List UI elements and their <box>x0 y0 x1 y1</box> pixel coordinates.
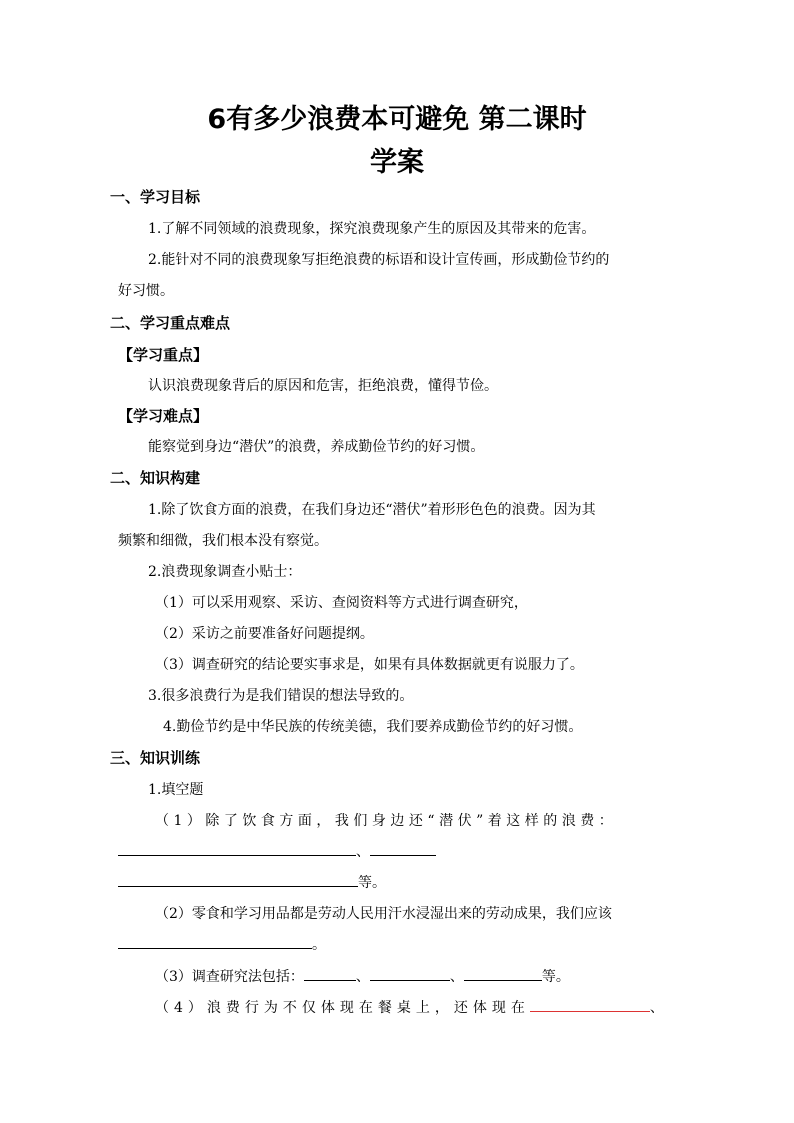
title-line-2: 学案 <box>370 147 424 178</box>
knowledge-item-1-line-b: 频繁和细微，我们根本没有察觉。 <box>118 533 328 549</box>
question-2-blank-line <box>118 934 326 954</box>
answer-blank[interactable] <box>370 841 436 856</box>
blank-separator: 、 <box>356 844 370 860</box>
blank-end: 等。 <box>358 875 386 891</box>
key-points-heading: 二、学习重点难点 <box>110 314 231 332</box>
question-1-text: （1）除了饮食方面，我们身边还“潜伏”着这样的浪费： <box>155 813 618 829</box>
question-title: 1.填空题 <box>148 782 204 798</box>
knowledge-item-4: 4.勤俭节约是中华民族的传统美德，我们要养成勤俭节约的好习惯。 <box>163 719 583 735</box>
knowledge-item-2-3: （3）调查研究的结论要实事求是，如果有具体数据就更有说服力了。 <box>155 657 584 673</box>
question-4-text: （4）浪费行为不仅体现在餐桌上，还体现在 <box>155 1000 530 1016</box>
question-2-text: （2）零食和学习用品都是劳动人民用汗水浸湿出来的劳动成果，我们应该 <box>155 906 612 922</box>
objective-item-2-line-a: 2.能针对不同的浪费现象写拒绝浪费的标语和设计宣传画，形成勤俭节约的 <box>148 252 610 268</box>
answer-blank[interactable] <box>370 966 450 981</box>
knowledge-heading: 二、知识构建 <box>110 469 201 487</box>
answer-blank[interactable] <box>118 934 312 949</box>
difficulty-label: 【学习难点】 <box>118 407 209 425</box>
question-1-blanks-line-1 <box>118 841 436 861</box>
objectives-heading: 一、学习目标 <box>110 188 201 206</box>
blank-separator: 、 <box>449 969 464 985</box>
focus-text: 认识浪费现象背后的原因和危害，拒绝浪费，懂得节俭。 <box>148 378 498 394</box>
question-1-blanks-line-2 <box>118 872 386 892</box>
knowledge-item-2-2: （2）采访之前要准备好问题提纲。 <box>155 626 374 642</box>
objective-item-1: 1.了解不同领域的浪费现象，探究浪费现象产生的原因及其带来的危害。 <box>148 221 596 237</box>
answer-blank[interactable] <box>464 966 542 981</box>
question-4-line <box>155 997 664 1017</box>
blank-separator: 、 <box>355 969 370 985</box>
objective-item-2-line-b: 好习惯。 <box>118 283 174 299</box>
knowledge-item-1-line-a: 1.除了饮食方面的浪费，在我们身边还“潜伏”着形形色色的浪费。因为其 <box>148 502 596 518</box>
training-heading: 三、知识训练 <box>110 749 201 767</box>
answer-blank[interactable] <box>118 872 358 887</box>
knowledge-item-2: 2.浪费现象调查小贴士： <box>148 564 302 580</box>
knowledge-item-3: 3.很多浪费行为是我们错误的想法导致的。 <box>148 688 414 704</box>
answer-blank[interactable] <box>304 966 356 981</box>
focus-label: 【学习重点】 <box>118 346 209 364</box>
difficulty-text: 能察觉到身边“潜伏”的浪费，养成勤俭节约的好习惯。 <box>148 439 485 455</box>
knowledge-item-2-1: （1）可以采用观察、采访、查阅资料等方式进行调查研究， <box>155 595 528 611</box>
title-line-1: 6有多少浪费本可避免 第二课时 <box>207 104 587 135</box>
answer-blank[interactable] <box>118 841 356 856</box>
blank-separator: 、 <box>649 1000 664 1016</box>
question-3-text: （3）调查研究法包括： <box>155 969 304 985</box>
answer-blank[interactable] <box>530 997 650 1012</box>
question-3-line <box>155 966 570 986</box>
blank-end: 。 <box>312 937 326 953</box>
blank-end: 等。 <box>541 969 570 985</box>
